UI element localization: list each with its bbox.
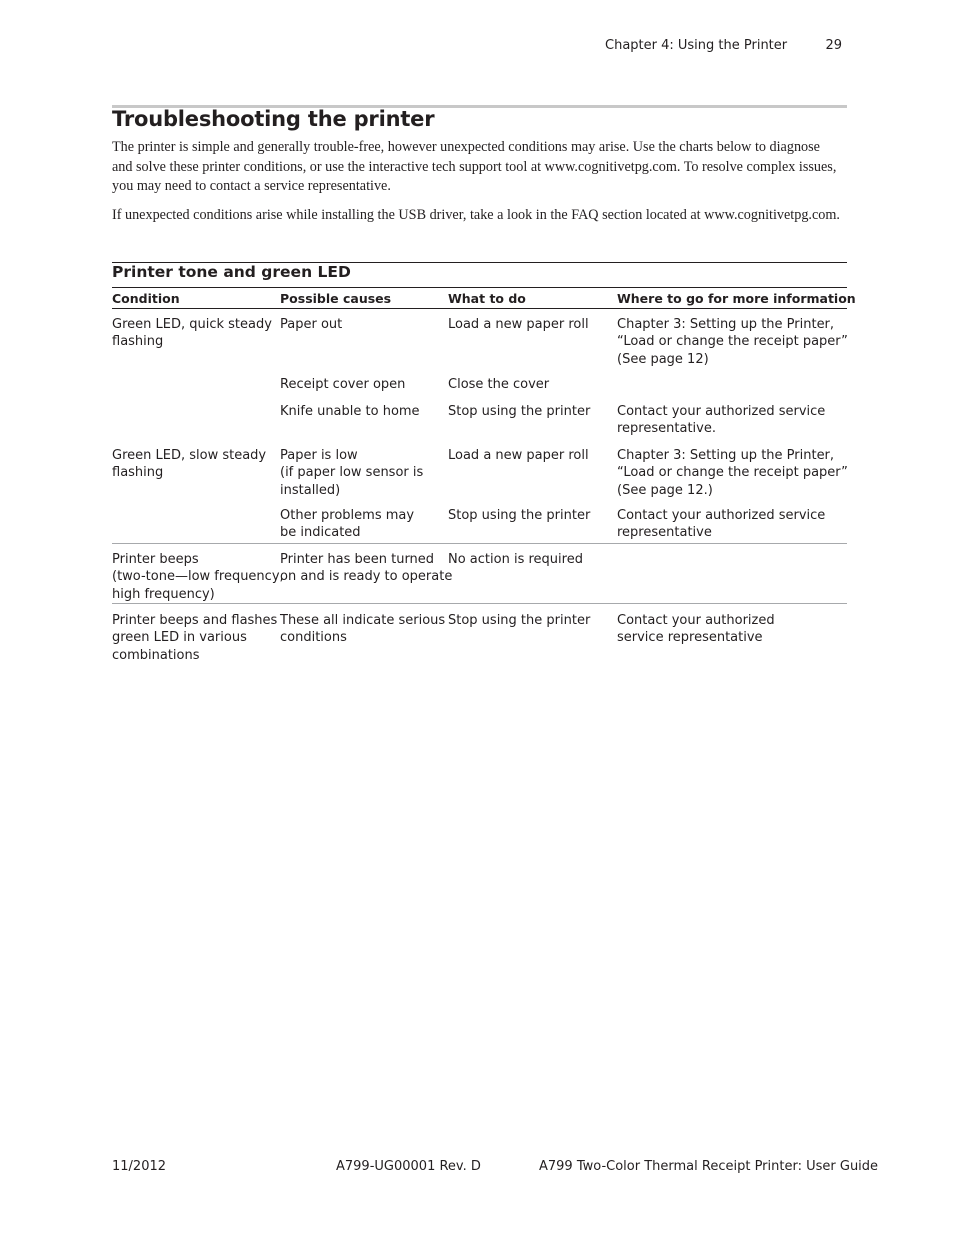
row-group-divider [112, 543, 847, 544]
chapter-title: Chapter 4: Using the Printer [605, 38, 788, 53]
table-cell: Printer beeps (two-tone—low frequency, high frequency) [112, 552, 284, 602]
column-header-info: Where to go for more information [617, 291, 856, 306]
table-header-rule-bottom [112, 308, 847, 309]
table-cell: Load a new paper roll [448, 317, 589, 332]
table-cell: Contact your authorized service representative [617, 613, 775, 646]
section-title: Printer tone and green LED [112, 263, 351, 281]
table-cell: Contact your authorized service representative. [617, 404, 826, 437]
table-cell: Printer beeps and flashes green LED in various combinations [112, 613, 278, 663]
table-cell: Contact your authorized service representative [617, 508, 826, 541]
footer-date: 11/2012 [112, 1159, 167, 1174]
table-cell: Stop using the printer [448, 404, 591, 419]
table-cell: Green LED, slow steady flashing [112, 448, 267, 481]
table-cell: Load a new paper roll [448, 448, 589, 463]
table-cell: Other problems may be indicated [280, 508, 415, 541]
table-cell: Green LED, quick steady flashing [112, 317, 272, 350]
table-cell: Printer has been turned on and is ready to operate [280, 552, 453, 585]
intro-paragraph-1: The printer is simple and generally trouble-free, however unexpected conditions may arise. Use the charts below to diagnose and solve these printer conditions, or use the interactive tech support tool at www.cognitivetpg.com. To resolve complex issues, you may need to contact a service representative. [112, 139, 837, 195]
table-cell: Chapter 3: Setting up the Printer, “Load or change the receipt paper” (See page 12) [617, 317, 848, 367]
table-cell: Stop using the printer [448, 613, 591, 628]
intro-paragraph-2: If unexpected conditions arise while installing the USB driver, take a look in the FAQ section located at www.cognitivetpg.com. [112, 207, 840, 223]
page-title: Troubleshooting the printer [112, 107, 435, 131]
table-cell: No action is required [448, 552, 583, 567]
table-cell: Close the cover [448, 377, 550, 392]
table-cell: Paper is low (if paper low sensor is installed) [280, 448, 424, 498]
row-group-divider [112, 603, 847, 604]
table-cell: Knife unable to home [280, 404, 420, 419]
table-cell: Receipt cover open [280, 377, 406, 392]
table-cell: Stop using the printer [448, 508, 591, 523]
running-header [605, 38, 842, 53]
footer-doc-number: A799-UG00001 Rev. D [336, 1159, 481, 1174]
footer-doc-title: A799 Two-Color Thermal Receipt Printer: User Guide [539, 1159, 879, 1174]
page-number: 29 [825, 38, 842, 53]
table-header-rule-top [112, 287, 847, 288]
table-cell: Chapter 3: Setting up the Printer, “Load or change the receipt paper” (See page 12.) [617, 448, 848, 498]
table-cell: These all indicate serious conditions [280, 613, 446, 646]
column-header-causes: Possible causes [280, 291, 392, 306]
column-header-action: What to do [448, 291, 526, 306]
table-cell: Paper out [280, 317, 343, 332]
column-header-condition: Condition [112, 291, 180, 306]
